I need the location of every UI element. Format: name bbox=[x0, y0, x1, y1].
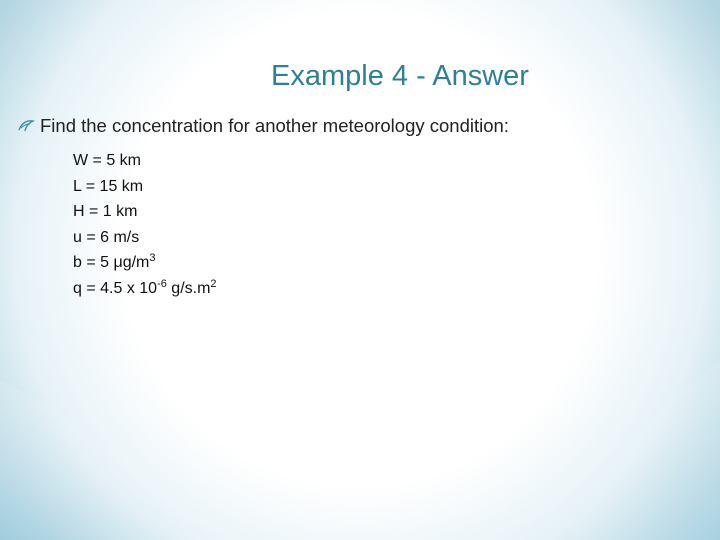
bullet-item bbox=[16, 115, 716, 137]
slide-title: Example 4 - Answer bbox=[271, 60, 529, 92]
param-emission-unit: g/s.m bbox=[166, 279, 211, 297]
param-background-text: b = 5 μg/m bbox=[73, 254, 150, 271]
param-width-text: W = 5 km bbox=[73, 152, 142, 169]
param-length bbox=[73, 174, 217, 200]
param-height bbox=[73, 199, 217, 225]
param-background bbox=[73, 250, 217, 276]
param-emission-unit-exponent: 2 bbox=[210, 277, 217, 290]
watermark-bullet-icon bbox=[16, 116, 36, 136]
param-width bbox=[73, 148, 217, 174]
param-wind-speed bbox=[73, 225, 217, 251]
parameter-list bbox=[73, 148, 217, 301]
param-wind-speed-text: u = 6 m/s bbox=[73, 228, 140, 246]
param-emission-text: q = 4.5 x 10 bbox=[73, 279, 158, 297]
param-emission-rate bbox=[73, 276, 217, 302]
param-emission-exponent: -6 bbox=[157, 277, 167, 290]
bullet-text: Find the concentration for another meteorology condition: bbox=[40, 115, 509, 136]
param-background-exponent: 3 bbox=[149, 252, 156, 264]
param-length-text: L = 15 km bbox=[73, 177, 144, 195]
param-height-text: H = 1 km bbox=[73, 203, 138, 220]
